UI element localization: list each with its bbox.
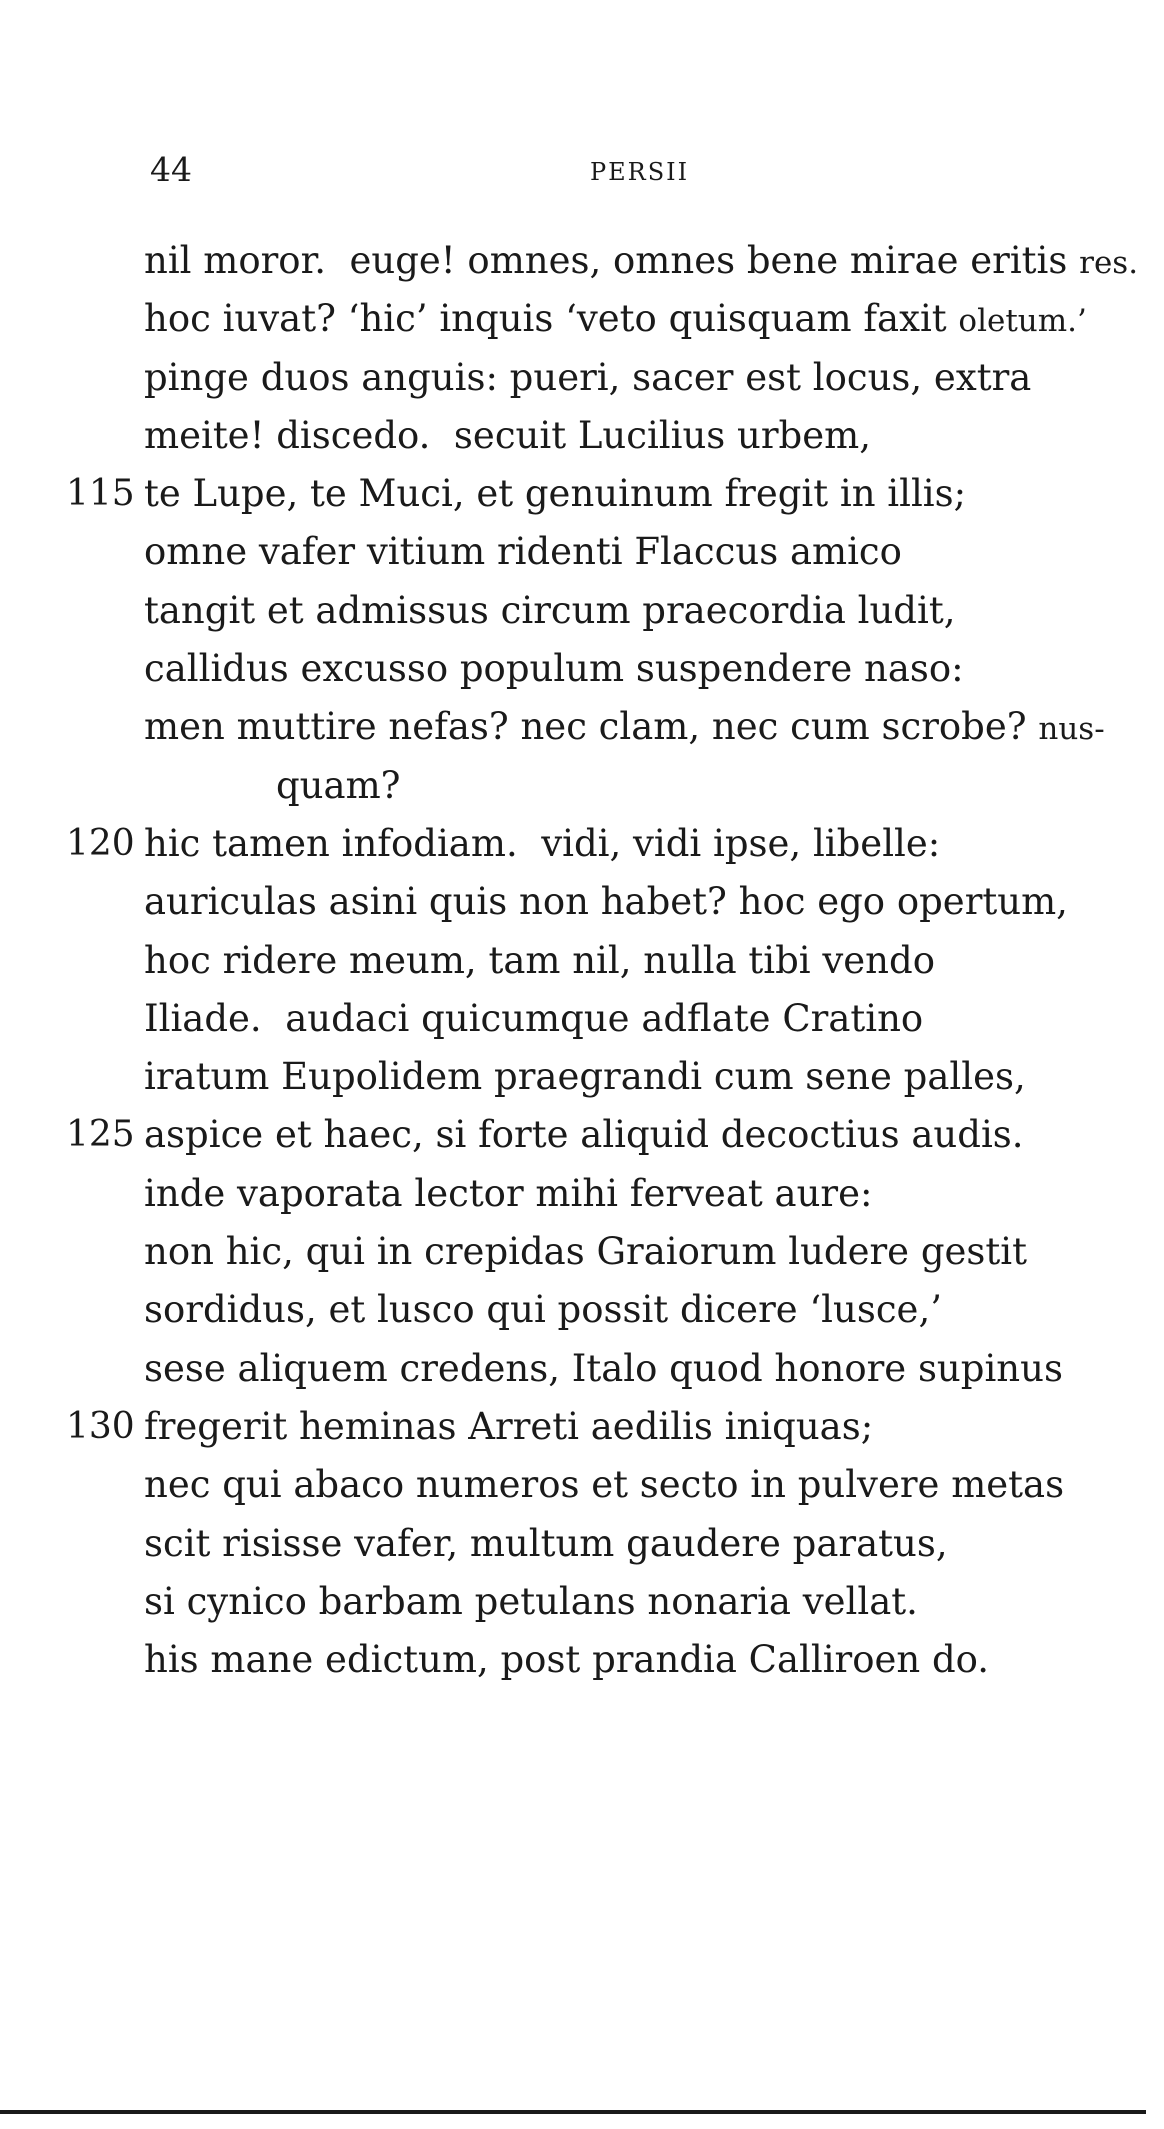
line-number: 125 <box>66 1114 135 1156</box>
line-main-text: scit risisse vafer, multum gaudere paratus, <box>144 1521 948 1565</box>
line-overhang: oletum.’ <box>958 303 1087 340</box>
line-main-text: si cynico barbam petulans nonaria vellat. <box>144 1579 918 1623</box>
verse-line <box>0 349 1164 407</box>
line-text <box>144 465 966 523</box>
verse-line <box>0 290 1164 348</box>
line-text <box>276 757 401 815</box>
line-text <box>144 582 955 640</box>
verse-line <box>0 1631 1164 1689</box>
page-header <box>150 150 740 190</box>
line-text <box>144 232 1138 292</box>
line-text <box>144 990 923 1048</box>
line-main-text: callidus excusso populum suspendere naso: <box>144 647 964 691</box>
line-text <box>144 932 935 990</box>
line-text <box>144 640 964 698</box>
line-text <box>144 1223 1027 1281</box>
line-text <box>144 1106 1024 1164</box>
verse-line <box>0 815 1164 873</box>
line-main-text: non hic, qui in crepidas Graiorum ludere gestit <box>144 1230 1027 1274</box>
verse-line <box>0 1398 1164 1456</box>
verse-line <box>0 407 1164 465</box>
line-text <box>144 1631 989 1689</box>
verse-line <box>0 873 1164 931</box>
verse-line <box>0 523 1164 581</box>
line-main-text: hoc iuvat? ‘hic’ inquis ‘veto quisquam faxit <box>144 297 959 341</box>
line-text <box>144 349 1031 407</box>
line-number: 120 <box>66 822 135 864</box>
line-text <box>144 523 902 581</box>
line-main-text: inde vaporata lector mihi ferveat aure: <box>144 1171 873 1215</box>
verse-line <box>0 1573 1164 1631</box>
line-text <box>144 1398 873 1456</box>
line-main-text: hoc ridere meum, tam nil, nulla tibi vendo <box>144 938 935 982</box>
verse-line <box>0 465 1164 523</box>
line-number: 115 <box>66 473 135 515</box>
line-text <box>144 873 1068 931</box>
line-main-text: his mane edictum, post prandia Calliroen do. <box>144 1638 990 1682</box>
line-main-text: nec qui abaco numeros et secto in pulvere metas <box>144 1463 1065 1507</box>
line-main-text: fregerit heminas Arreti aedilis iniquas; <box>144 1404 874 1448</box>
line-main-text: nil moror. euge! omnes, omnes bene mirae eritis <box>144 239 1080 282</box>
line-main-text: omne vafer vitium ridenti Flaccus amico <box>144 530 902 574</box>
verse-line <box>0 990 1164 1048</box>
verse-line <box>0 1515 1164 1573</box>
line-main-text: hic tamen infodiam. vidi, vidi ipse, libelle: <box>144 821 941 865</box>
line-main-text: sordidus, et lusco qui possit dicere ‘lusce,’ <box>144 1288 942 1332</box>
verse-line <box>0 1048 1164 1106</box>
line-text <box>144 1515 948 1573</box>
line-text <box>144 1456 1064 1514</box>
verse-text <box>0 232 1164 1689</box>
verse-line <box>0 1281 1164 1339</box>
verse-line <box>0 582 1164 640</box>
line-main-text: quam? <box>276 763 401 807</box>
line-text <box>144 1281 942 1339</box>
line-overhang: res. <box>1079 245 1139 281</box>
verse-line <box>0 1456 1164 1514</box>
line-main-text: auriculas asini quis non habet? hoc ego opertum, <box>144 880 1068 924</box>
line-main-text: Iliade. audaci quicumque adflate Cratino <box>144 996 924 1040</box>
line-main-text: tangit et admissus circum praecordia ludit, <box>144 588 956 632</box>
line-main-text: sese aliquem credens, Italo quod honore supinus <box>144 1346 1063 1390</box>
verse-line <box>0 698 1164 756</box>
verse-line <box>0 757 1164 815</box>
page-number: 44 <box>150 150 192 189</box>
line-text <box>144 1048 1026 1106</box>
line-main-text: men muttire nefas? nec clam, nec cum scrobe? <box>144 705 1039 749</box>
line-main-text: aspice et haec, si forte aliquid decoctius audis. <box>144 1113 1024 1157</box>
line-main-text: iratum Eupolidem praegrandi cum sene palles, <box>144 1055 1026 1099</box>
line-main-text: te Lupe, te Muci, et genuinum fregit in illis; <box>144 472 967 516</box>
verse-line <box>0 932 1164 990</box>
bottom-rule <box>0 2110 1146 2114</box>
line-number: 130 <box>66 1405 135 1447</box>
line-text <box>144 290 1087 350</box>
running-title: PERSII <box>590 158 690 186</box>
line-text <box>144 1340 1063 1398</box>
line-text <box>144 815 940 873</box>
verse-line <box>0 1340 1164 1398</box>
verse-line <box>0 1165 1164 1223</box>
verse-line <box>0 1223 1164 1281</box>
line-overhang: nus- <box>1038 711 1105 748</box>
verse-line <box>0 232 1164 290</box>
line-text <box>144 1573 918 1631</box>
line-text <box>144 698 1105 758</box>
line-text <box>144 1165 872 1223</box>
verse-line <box>0 640 1164 698</box>
line-text <box>144 407 871 465</box>
line-main-text: meite! discedo. secuit Lucilius urbem, <box>144 413 871 457</box>
line-main-text: pinge duos anguis: pueri, sacer est locus, extra <box>144 355 1032 399</box>
verse-line <box>0 1106 1164 1164</box>
